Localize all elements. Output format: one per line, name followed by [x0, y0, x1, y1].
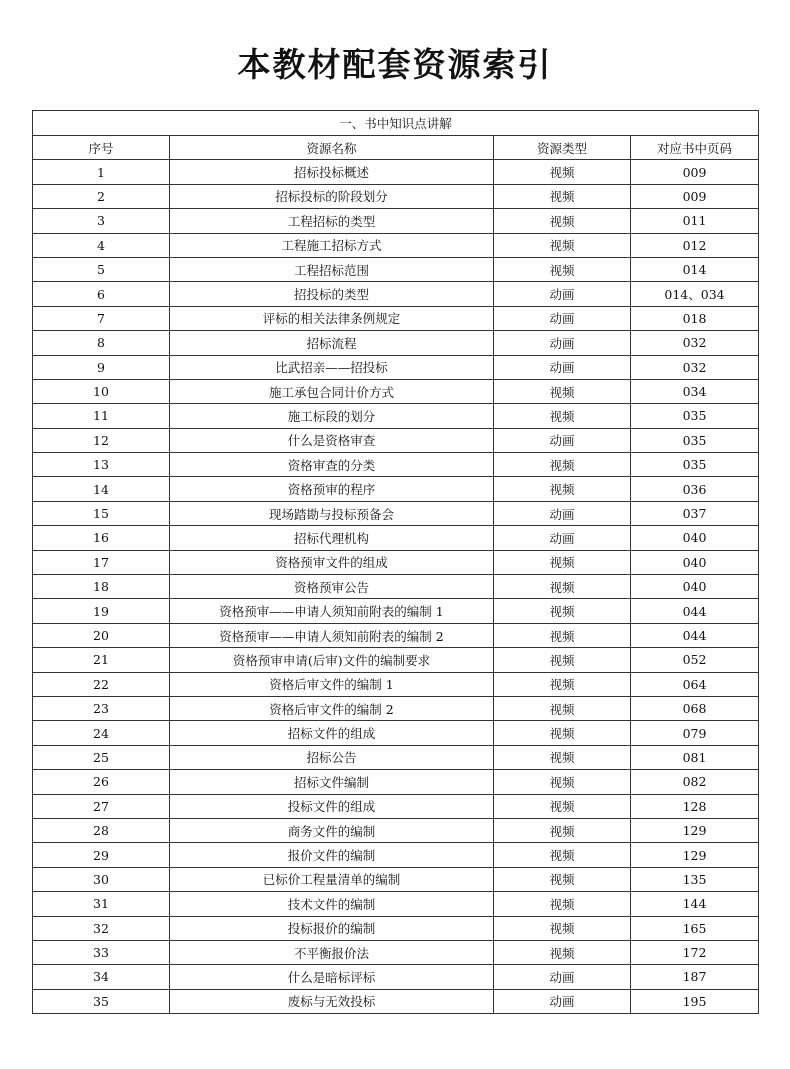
- cell-no: 31: [33, 892, 170, 916]
- cell-no: 34: [33, 965, 170, 989]
- cell-page-number: 032: [631, 355, 759, 379]
- cell-resource-name: 投标文件的组成: [170, 794, 494, 818]
- cell-resource-type: 视频: [494, 379, 631, 403]
- cell-resource-name: 工程施工招标方式: [170, 233, 494, 257]
- cell-page-number: 081: [631, 745, 759, 769]
- table-row: [33, 916, 759, 940]
- column-header-type: 资源类型: [494, 136, 631, 160]
- cell-resource-type: 视频: [494, 404, 631, 428]
- cell-page-number: 035: [631, 404, 759, 428]
- cell-resource-name: 资格预审公告: [170, 575, 494, 599]
- cell-no: 18: [33, 575, 170, 599]
- table-row: [33, 599, 759, 623]
- column-header-row: [33, 136, 759, 160]
- cell-resource-name: 资格后审文件的编制 1: [170, 672, 494, 696]
- cell-no: 5: [33, 257, 170, 281]
- cell-page-number: 064: [631, 672, 759, 696]
- cell-resource-type: 视频: [494, 233, 631, 257]
- cell-resource-name: 商务文件的编制: [170, 818, 494, 842]
- cell-resource-name: 招标投标概述: [170, 160, 494, 184]
- cell-resource-type: 动画: [494, 282, 631, 306]
- table-row: [33, 648, 759, 672]
- table-row: [33, 404, 759, 428]
- cell-resource-type: 视频: [494, 648, 631, 672]
- table-row: [33, 160, 759, 184]
- cell-no: 32: [33, 916, 170, 940]
- cell-no: 20: [33, 623, 170, 647]
- cell-resource-type: 视频: [494, 940, 631, 964]
- cell-page-number: 172: [631, 940, 759, 964]
- cell-resource-name: 报价文件的编制: [170, 843, 494, 867]
- cell-resource-type: 动画: [494, 989, 631, 1013]
- cell-resource-type: 视频: [494, 257, 631, 281]
- cell-no: 24: [33, 721, 170, 745]
- table-row: [33, 477, 759, 501]
- cell-page-number: 040: [631, 575, 759, 599]
- cell-no: 9: [33, 355, 170, 379]
- table-row: [33, 184, 759, 208]
- table-row: [33, 672, 759, 696]
- cell-resource-name: 投标报价的编制: [170, 916, 494, 940]
- cell-resource-type: 视频: [494, 867, 631, 891]
- cell-resource-type: 动画: [494, 501, 631, 525]
- cell-resource-type: 视频: [494, 770, 631, 794]
- section-title: 一、书中知识点讲解: [33, 111, 759, 136]
- cell-no: 6: [33, 282, 170, 306]
- table-row: [33, 770, 759, 794]
- cell-no: 1: [33, 160, 170, 184]
- cell-page-number: 195: [631, 989, 759, 1013]
- cell-no: 14: [33, 477, 170, 501]
- cell-page-number: 014、034: [631, 282, 759, 306]
- cell-resource-name: 施工承包合同计价方式: [170, 379, 494, 403]
- cell-resource-name: 招标代理机构: [170, 526, 494, 550]
- resource-index-table: [32, 110, 759, 1014]
- table-row: [33, 843, 759, 867]
- table-row: [33, 965, 759, 989]
- cell-resource-type: 视频: [494, 818, 631, 842]
- table-row: [33, 282, 759, 306]
- cell-page-number: 044: [631, 623, 759, 647]
- table-row: [33, 209, 759, 233]
- cell-resource-type: 视频: [494, 843, 631, 867]
- cell-resource-name: 招投标的类型: [170, 282, 494, 306]
- cell-resource-type: 视频: [494, 892, 631, 916]
- cell-page-number: 129: [631, 843, 759, 867]
- cell-resource-type: 视频: [494, 209, 631, 233]
- cell-resource-type: 视频: [494, 721, 631, 745]
- cell-no: 19: [33, 599, 170, 623]
- cell-no: 21: [33, 648, 170, 672]
- cell-resource-name: 工程招标的类型: [170, 209, 494, 233]
- cell-page-number: 011: [631, 209, 759, 233]
- cell-resource-name: 工程招标范围: [170, 257, 494, 281]
- cell-resource-name: 现场踏勘与投标预备会: [170, 501, 494, 525]
- cell-resource-name: 资格后审文件的编制 2: [170, 696, 494, 720]
- cell-page-number: 129: [631, 818, 759, 842]
- cell-resource-name: 招标投标的阶段划分: [170, 184, 494, 208]
- cell-no: 17: [33, 550, 170, 574]
- cell-resource-name: 评标的相关法律条例规定: [170, 306, 494, 330]
- table-row: [33, 989, 759, 1013]
- cell-no: 3: [33, 209, 170, 233]
- cell-page-number: 040: [631, 550, 759, 574]
- cell-resource-type: 视频: [494, 599, 631, 623]
- column-header-page: 对应书中页码: [631, 136, 759, 160]
- cell-no: 7: [33, 306, 170, 330]
- cell-resource-type: 动画: [494, 965, 631, 989]
- cell-resource-name: 不平衡报价法: [170, 940, 494, 964]
- table-row: [33, 940, 759, 964]
- table-row: [33, 501, 759, 525]
- cell-page-number: 037: [631, 501, 759, 525]
- cell-no: 33: [33, 940, 170, 964]
- cell-page-number: 035: [631, 453, 759, 477]
- cell-resource-type: 动画: [494, 331, 631, 355]
- cell-resource-type: 视频: [494, 623, 631, 647]
- section-header-row: [33, 111, 759, 136]
- cell-resource-name: 招标文件的组成: [170, 721, 494, 745]
- cell-page-number: 052: [631, 648, 759, 672]
- cell-page-number: 014: [631, 257, 759, 281]
- cell-page-number: 165: [631, 916, 759, 940]
- cell-no: 12: [33, 428, 170, 452]
- cell-no: 25: [33, 745, 170, 769]
- cell-no: 28: [33, 818, 170, 842]
- table-row: [33, 623, 759, 647]
- table-row: [33, 257, 759, 281]
- cell-page-number: 044: [631, 599, 759, 623]
- cell-no: 10: [33, 379, 170, 403]
- cell-page-number: 082: [631, 770, 759, 794]
- table-row: [33, 818, 759, 842]
- cell-resource-name: 资格审查的分类: [170, 453, 494, 477]
- cell-no: 4: [33, 233, 170, 257]
- column-header-no: 序号: [33, 136, 170, 160]
- cell-no: 2: [33, 184, 170, 208]
- cell-resource-name: 招标流程: [170, 331, 494, 355]
- table-row: [33, 696, 759, 720]
- cell-resource-type: 动画: [494, 428, 631, 452]
- cell-resource-type: 视频: [494, 160, 631, 184]
- cell-resource-name: 招标文件编制: [170, 770, 494, 794]
- cell-page-number: 068: [631, 696, 759, 720]
- page-title: 本教材配套资源索引: [237, 45, 553, 84]
- cell-resource-type: 视频: [494, 550, 631, 574]
- cell-page-number: 032: [631, 331, 759, 355]
- cell-page-number: 144: [631, 892, 759, 916]
- cell-resource-name: 资格预审的程序: [170, 477, 494, 501]
- cell-no: 26: [33, 770, 170, 794]
- cell-no: 8: [33, 331, 170, 355]
- cell-resource-name: 技术文件的编制: [170, 892, 494, 916]
- column-header-name: 资源名称: [170, 136, 494, 160]
- table-row: [33, 892, 759, 916]
- cell-resource-type: 视频: [494, 745, 631, 769]
- table-row: [33, 575, 759, 599]
- cell-no: 22: [33, 672, 170, 696]
- cell-page-number: 009: [631, 184, 759, 208]
- cell-resource-name: 什么是暗标评标: [170, 965, 494, 989]
- cell-resource-name: 资格预审——申请人须知前附表的编制 1: [170, 599, 494, 623]
- cell-no: 13: [33, 453, 170, 477]
- cell-page-number: 018: [631, 306, 759, 330]
- cell-no: 27: [33, 794, 170, 818]
- table-row: [33, 745, 759, 769]
- table-row: [33, 355, 759, 379]
- cell-page-number: 128: [631, 794, 759, 818]
- cell-resource-type: 视频: [494, 672, 631, 696]
- table-body: [33, 160, 759, 1014]
- cell-no: 29: [33, 843, 170, 867]
- table-row: [33, 526, 759, 550]
- table-row: [33, 306, 759, 330]
- table-row: [33, 428, 759, 452]
- cell-no: 30: [33, 867, 170, 891]
- cell-page-number: 034: [631, 379, 759, 403]
- cell-no: 15: [33, 501, 170, 525]
- cell-page-number: 012: [631, 233, 759, 257]
- cell-resource-name: 什么是资格审查: [170, 428, 494, 452]
- cell-resource-name: 已标价工程量清单的编制: [170, 867, 494, 891]
- table-row: [33, 721, 759, 745]
- cell-resource-name: 废标与无效投标: [170, 989, 494, 1013]
- cell-no: 11: [33, 404, 170, 428]
- cell-no: 23: [33, 696, 170, 720]
- cell-no: 16: [33, 526, 170, 550]
- cell-page-number: 079: [631, 721, 759, 745]
- cell-resource-type: 动画: [494, 526, 631, 550]
- cell-resource-type: 视频: [494, 184, 631, 208]
- cell-resource-type: 视频: [494, 575, 631, 599]
- cell-page-number: 009: [631, 160, 759, 184]
- cell-resource-type: 视频: [494, 453, 631, 477]
- cell-resource-type: 动画: [494, 306, 631, 330]
- cell-resource-type: 动画: [494, 355, 631, 379]
- table-row: [33, 453, 759, 477]
- cell-page-number: 040: [631, 526, 759, 550]
- cell-resource-type: 视频: [494, 477, 631, 501]
- table-row: [33, 867, 759, 891]
- cell-resource-name: 资格预审申请(后审)文件的编制要求: [170, 648, 494, 672]
- cell-page-number: 187: [631, 965, 759, 989]
- cell-resource-type: 视频: [494, 794, 631, 818]
- table-row: [33, 233, 759, 257]
- table-row: [33, 331, 759, 355]
- cell-page-number: 035: [631, 428, 759, 452]
- cell-resource-name: 资格预审文件的组成: [170, 550, 494, 574]
- cell-resource-type: 视频: [494, 696, 631, 720]
- cell-no: 35: [33, 989, 170, 1013]
- cell-resource-name: 资格预审——申请人须知前附表的编制 2: [170, 623, 494, 647]
- table-row: [33, 379, 759, 403]
- cell-page-number: 036: [631, 477, 759, 501]
- table-row: [33, 550, 759, 574]
- cell-resource-name: 施工标段的划分: [170, 404, 494, 428]
- cell-page-number: 135: [631, 867, 759, 891]
- cell-resource-name: 比武招亲——招投标: [170, 355, 494, 379]
- cell-resource-type: 视频: [494, 916, 631, 940]
- cell-resource-name: 招标公告: [170, 745, 494, 769]
- table-row: [33, 794, 759, 818]
